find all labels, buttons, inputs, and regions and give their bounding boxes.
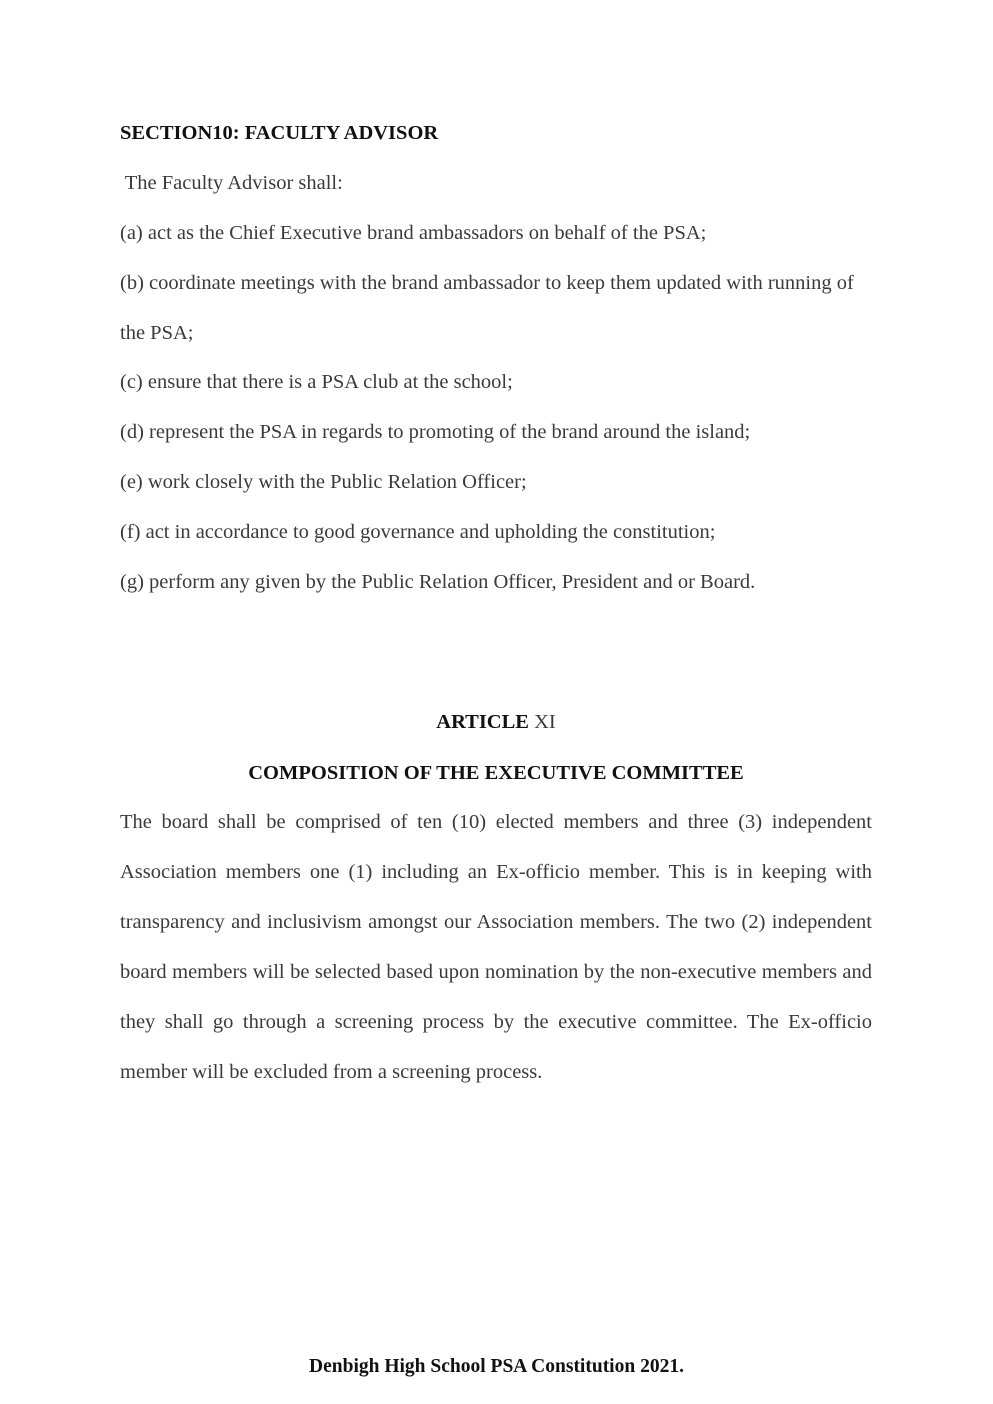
- section-heading: SECTION10: FACULTY ADVISOR: [120, 122, 439, 144]
- list-item-d: (d) represent the PSA in regards to promoting of the brand around the island;: [120, 421, 751, 443]
- article-title: COMPOSITION OF THE EXECUTIVE COMMITTEE: [248, 762, 744, 784]
- article-label: ARTICLE: [436, 711, 529, 733]
- list-item-e: (e) work closely with the Public Relation Officer;: [120, 471, 527, 493]
- list-item-f: (f) act in accordance to good governance and upholding the constitution;: [120, 521, 716, 543]
- list-item-a: (a) act as the Chief Executive brand ambassadors on behalf of the PSA;: [120, 222, 707, 244]
- list-item-b: (b) coordinate meetings with the brand ambassador to keep them updated with running of the PSA;: [120, 272, 854, 344]
- article-heading: [120, 697, 872, 747]
- article-body: The board shall be comprised of ten (10) elected members and three (3) independent Association members one (1) including an Ex-officio member. This is in keeping with transparency and inclusivism amongst our Association members. The two (2) independent board members will be selected based upon nomination by the non-executive members and they shall go through a screening process by the executive committee. The Ex-officio member will be excluded from a screening process.: [120, 811, 872, 1083]
- list-item-c: (c) ensure that there is a PSA club at the school;: [120, 371, 513, 393]
- article-number: XI: [534, 711, 556, 733]
- section-intro: The Faculty Advisor shall:: [120, 172, 343, 194]
- list-item-g: (g) perform any given by the Public Relation Officer, President and or Board.: [120, 571, 756, 593]
- page-footer: Denbigh High School PSA Constitution 2021.: [309, 1356, 684, 1377]
